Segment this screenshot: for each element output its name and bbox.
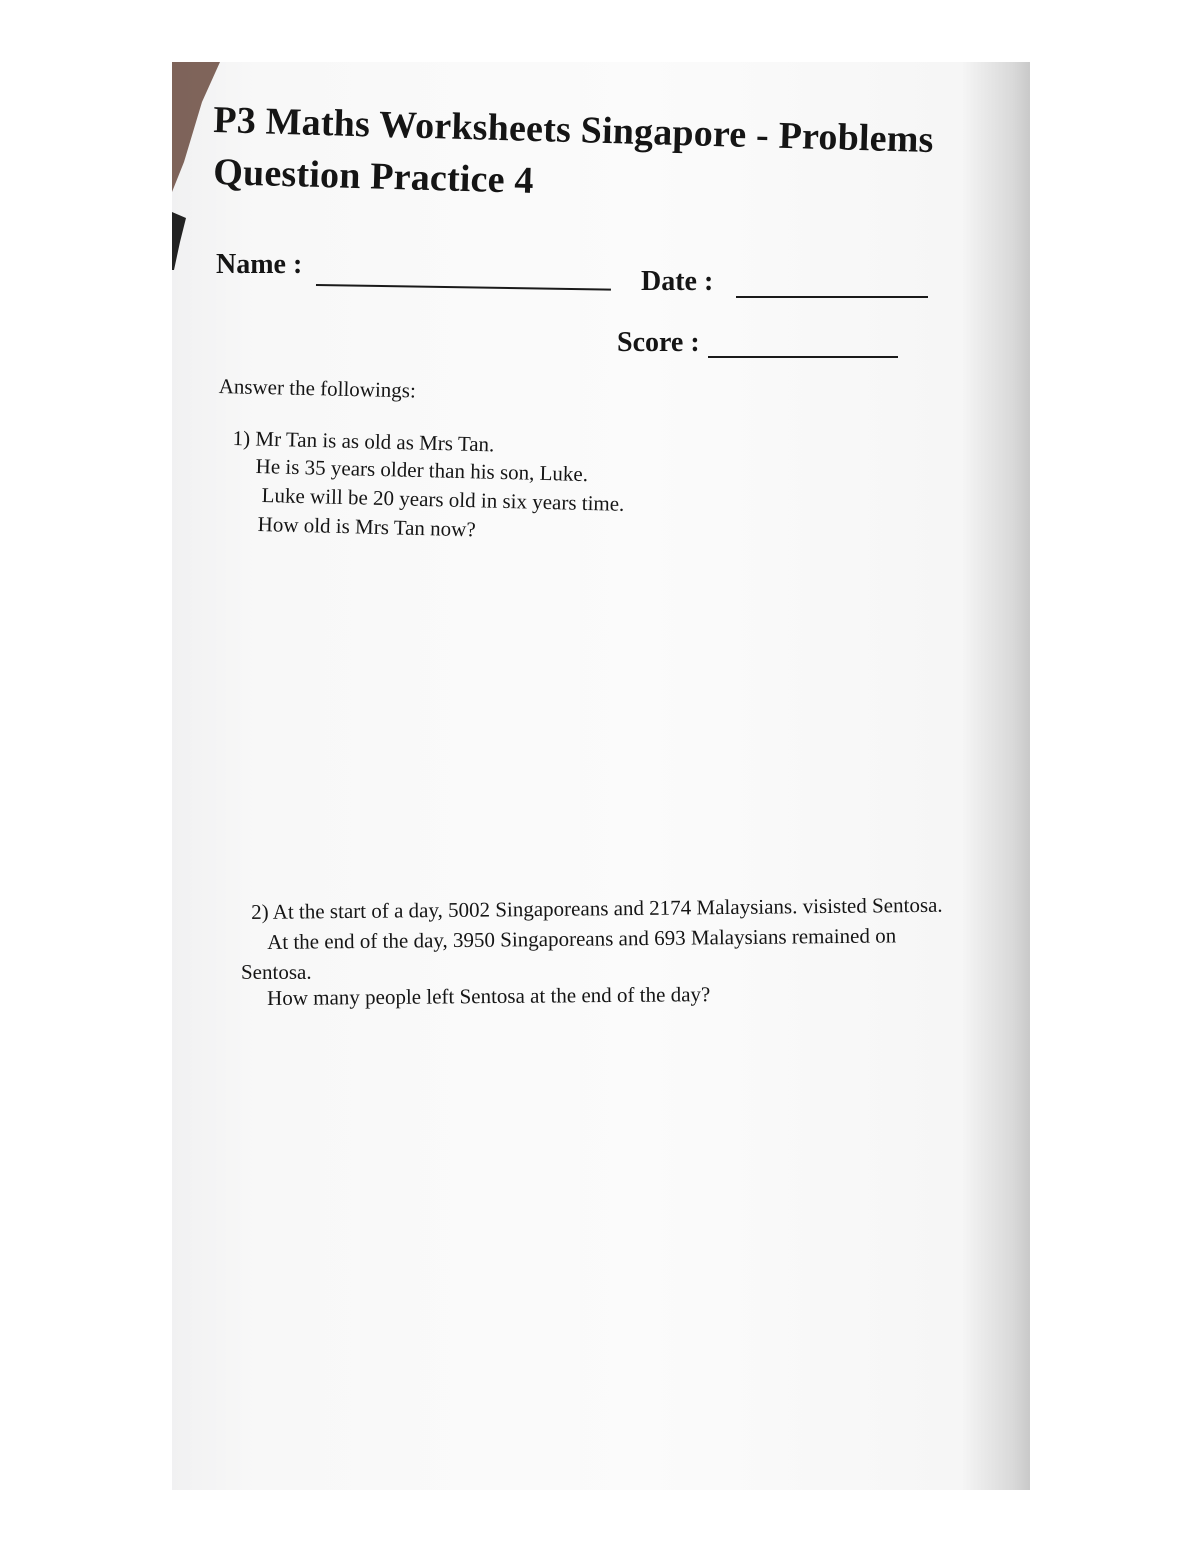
date-answer-line (736, 296, 928, 298)
score-answer-line (708, 356, 898, 358)
instruction-text: Answer the followings: (218, 374, 417, 403)
worksheet-title-line1: P3 Maths Worksheets Singapore - Problems (212, 98, 935, 162)
question-2-line4: How many people left Sentosa at the end of the day? (267, 982, 711, 1010)
score-label: Score : (617, 327, 700, 358)
name-label: Name : (216, 249, 303, 280)
question-2-line3: Sentosa. (241, 960, 312, 984)
question-2-line1: 2) At the start of a day, 5002 Singaporeans and 2174 Malaysians. visisted Sentosa. (251, 892, 943, 924)
question-1-line2: He is 35 years older than his son, Luke. (255, 454, 589, 487)
question-2-line2: At the end of the day, 3950 Singaporeans and 693 Malaysians remained on (267, 923, 897, 954)
finger-shadow (172, 212, 192, 272)
worksheet-title-line2: Question Practice 4 (212, 150, 535, 202)
date-label: Date : (641, 266, 714, 297)
question-1-line3: Luke will be 20 years old in six years time. (261, 483, 625, 516)
question-1-line1: 1) Mr Tan is as old as Mrs Tan. (232, 426, 495, 457)
question-1-line4: How old is Mrs Tan now? (257, 512, 476, 542)
